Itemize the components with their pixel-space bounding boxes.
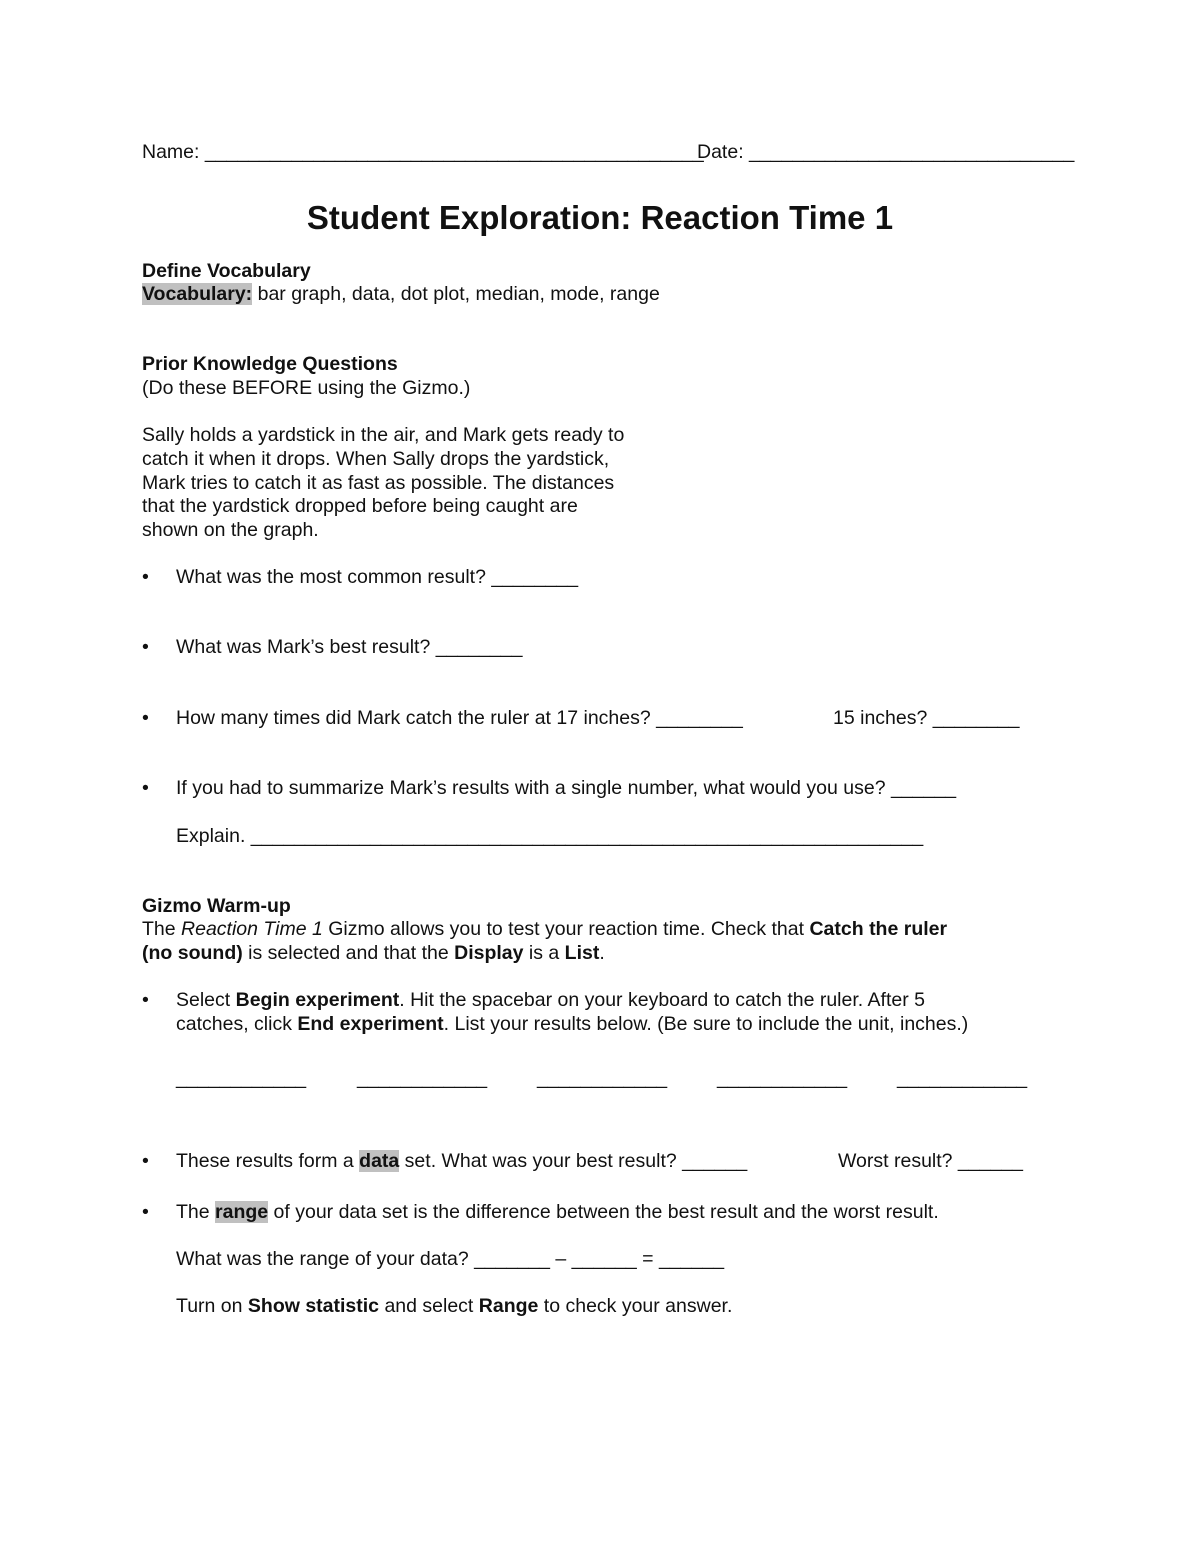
catch-the-ruler: Catch the ruler — [809, 918, 948, 940]
text: to check your answer. — [538, 1295, 733, 1317]
worst-result-question[interactable]: Worst result? ______ — [838, 1150, 1023, 1172]
date-blank[interactable]: ______________________________ — [749, 141, 1075, 163]
text: and select — [379, 1295, 479, 1317]
result-blank-4[interactable]: ____________ — [717, 1067, 848, 1089]
text: . Hit the spacebar on your keyboard to catch the ruler. After 5 — [399, 989, 925, 1011]
bullet: • — [142, 707, 149, 729]
no-sound: (no sound) — [142, 942, 243, 964]
text: Gizmo allows you to test your reaction time. Check that — [322, 918, 810, 940]
begin-experiment: Begin experiment — [235, 989, 400, 1011]
list-word: List — [564, 942, 600, 964]
warmup-paragraph-line-1 — [142, 917, 947, 941]
result-blank-5[interactable]: ____________ — [897, 1067, 1028, 1089]
bullet: • — [142, 1150, 149, 1172]
show-statistic-line — [176, 1294, 732, 1318]
bullet: • — [142, 636, 149, 658]
text: Select — [176, 989, 236, 1011]
prior-text-line-5: shown on the graph. — [142, 519, 319, 541]
warmup-paragraph-line-2 — [142, 941, 605, 965]
vocabulary-heading: Define Vocabulary — [142, 260, 311, 282]
text: set. What was your best result? ______ — [399, 1150, 748, 1172]
text: is selected and that the — [242, 942, 455, 964]
bullet: • — [142, 566, 149, 588]
gizmo-name: Reaction Time 1 — [181, 918, 323, 940]
vocabulary-line — [142, 282, 660, 306]
question-best-result[interactable]: What was Mark’s best result? ________ — [176, 636, 523, 658]
bullet: • — [142, 777, 149, 799]
date-label: Date: — [697, 141, 750, 163]
show-statistic: Show statistic — [247, 1295, 380, 1317]
question-17-inches[interactable]: How many times did Mark catch the ruler at 17 inches? ________ — [176, 707, 743, 729]
text: . List your results below. (Be sure to include the unit, inches.) — [443, 1013, 969, 1035]
vocabulary-label: Vocabulary: — [142, 283, 253, 305]
prior-knowledge-note: (Do these BEFORE using the Gizmo.) — [142, 377, 471, 399]
question-15-inches[interactable]: 15 inches? ________ — [833, 707, 1020, 729]
name-label: Name: — [142, 141, 205, 163]
bullet: • — [142, 989, 149, 1011]
prior-text-line-3: Mark tries to catch it as fast as possible. The distances — [142, 472, 615, 494]
begin-experiment-line-2 — [176, 1012, 968, 1036]
page-title: Student Exploration: Reaction Time 1 — [306, 199, 894, 236]
name-blank[interactable]: ______________________________________________ — [204, 141, 704, 163]
question-most-common[interactable]: What was the most common result? ________ — [176, 566, 579, 588]
data-term: data — [359, 1150, 400, 1172]
prior-text-line-4: that the yardstick dropped before being caught are — [142, 495, 578, 517]
warmup-heading: Gizmo Warm-up — [142, 895, 291, 917]
begin-experiment-line-1 — [176, 988, 925, 1012]
range-definition — [176, 1200, 939, 1224]
prior-text-line-1: Sally holds a yardstick in the air, and Mark gets ready to — [142, 424, 625, 446]
end-experiment: End experiment — [297, 1013, 444, 1035]
bullet: • — [142, 1201, 149, 1223]
text: These results form a — [176, 1150, 360, 1172]
result-blank-2[interactable]: ____________ — [357, 1067, 488, 1089]
range-question[interactable]: What was the range of your data? _______ – ______ = ______ — [176, 1248, 725, 1270]
range-term: range — [215, 1201, 269, 1223]
text: catches, click — [176, 1013, 298, 1035]
data-set-question[interactable] — [176, 1149, 747, 1173]
text: of your data set is the difference between the best result and the worst result. — [268, 1201, 939, 1223]
name-line — [142, 140, 704, 164]
text: The — [176, 1201, 216, 1223]
text: is a — [523, 942, 565, 964]
range-option: Range — [478, 1295, 539, 1317]
date-line — [697, 140, 1074, 164]
display-word: Display — [454, 942, 524, 964]
question-summarize[interactable]: If you had to summarize Mark’s results with a single number, what would you use? ______ — [176, 777, 957, 799]
text: . — [599, 942, 605, 964]
result-blank-1[interactable]: ____________ — [176, 1067, 307, 1089]
vocabulary-terms: bar graph, data, dot plot, median, mode, range — [252, 283, 660, 305]
result-blank-3[interactable]: ____________ — [537, 1067, 668, 1089]
prior-knowledge-heading: Prior Knowledge Questions — [142, 353, 398, 375]
prior-text-line-2: catch it when it drops. When Sally drops the yardstick, — [142, 448, 610, 470]
text: The — [142, 918, 182, 940]
explain-line[interactable]: Explain. ______________________________________________________________ — [176, 825, 924, 847]
text: Turn on — [176, 1295, 248, 1317]
